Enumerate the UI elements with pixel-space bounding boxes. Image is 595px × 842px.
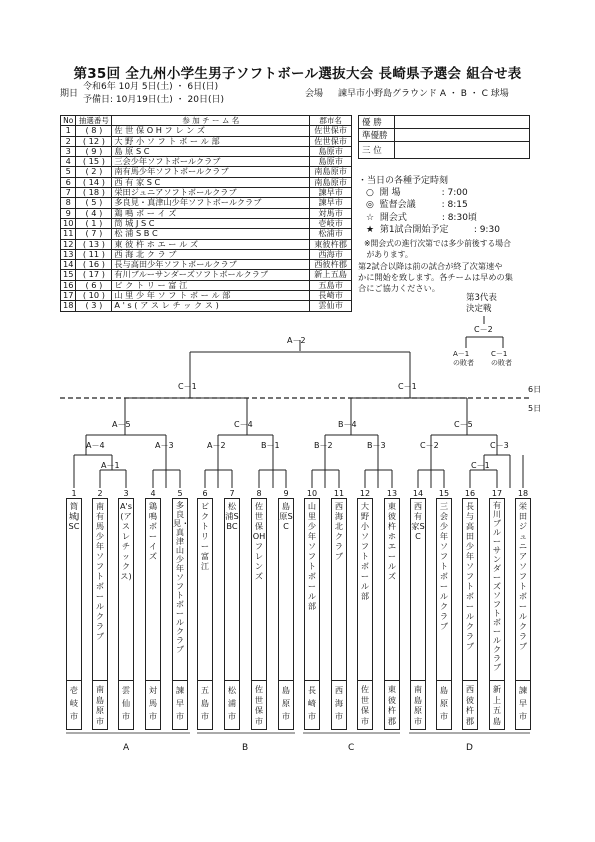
- team-name: 東 彼 杵 ホ エ ー ル ズ: [112, 239, 310, 249]
- slot-team-name: 西海北クラブ: [334, 501, 344, 561]
- schedule-label: 監督会議: [379, 200, 416, 211]
- schedule-note: ※開会式の進行次第では多少前後する場合 があります。: [364, 239, 511, 259]
- team-draw: ( 5 ): [76, 198, 112, 208]
- slot-divider: [462, 680, 478, 681]
- slot-number: 17: [491, 489, 503, 498]
- slot-team-name: 三会少年ソフトボールクラブ: [439, 501, 449, 631]
- slot-number: 16: [464, 489, 476, 498]
- team-no: 11: [61, 229, 76, 239]
- team-draw: ( 15 ): [76, 157, 112, 167]
- header-no: No: [61, 116, 76, 126]
- slot-city: 佐世保市: [360, 684, 370, 726]
- team-no: 6: [61, 177, 76, 187]
- dates-reserve: 予備日: 10月19日(土) ・ 20日(日): [83, 95, 225, 105]
- slot-divider: [278, 680, 294, 681]
- slot-team-name: 東彼杵ホエールズ: [387, 501, 397, 581]
- slot-team-name: 西有家SC: [411, 501, 425, 541]
- team-name: 南有馬少年ソフトボールクラブ: [112, 167, 310, 177]
- schedule-label: 第1試合開始予定: [379, 224, 449, 235]
- slot-city: 長崎市: [307, 685, 317, 721]
- page-title: 第35回 全九州小学生男子ソフトボール選抜大会 長崎県予選会 組合せ表: [73, 66, 522, 82]
- dates-main: 令和6年 10月 5日(土) ・ 6日(日): [83, 82, 219, 92]
- game-round2: A－4: [86, 441, 105, 450]
- slot-number: 4: [150, 489, 156, 498]
- team-name: 山 里 少 年 ソ フ ト ボ ー ル 部: [112, 291, 310, 301]
- game-semi-right: C－1: [398, 382, 417, 391]
- game-quarter: B－4: [338, 420, 357, 429]
- schedule-time: : 7:00: [441, 188, 468, 198]
- slot-city: 壱岐市: [69, 685, 79, 721]
- schedule-mark: ☆: [366, 212, 375, 223]
- team-no: 13: [61, 249, 76, 259]
- slot-divider: [224, 680, 240, 681]
- team-city: 西彼杵郡: [310, 260, 352, 270]
- third-place-subtitle: 決定戦: [466, 304, 492, 314]
- third-place-title: 第3代表: [466, 293, 497, 303]
- slot-team-name: 筒城JSC: [68, 501, 80, 531]
- slot-city: 島原市: [439, 685, 449, 721]
- team-city: 新上五島: [310, 270, 352, 280]
- team-draw: ( 12 ): [76, 136, 112, 146]
- schedule-time: : 9:30: [473, 224, 500, 235]
- schedule-mark: ◎: [366, 200, 374, 211]
- game-round2: B－2: [314, 441, 333, 450]
- team-draw: ( 13 ): [76, 239, 112, 249]
- day-5-label: 5日: [528, 404, 542, 413]
- team-draw: ( 7 ): [76, 229, 112, 239]
- slot-number: 12: [359, 489, 371, 498]
- team-name: ビ ク ト リ ー 富 江: [112, 280, 310, 290]
- slot-divider: [118, 680, 134, 681]
- result-label: 三 位: [359, 142, 395, 159]
- team-no: 2: [61, 136, 76, 146]
- game-final: A－2: [287, 336, 306, 345]
- team-city: 対馬市: [310, 208, 352, 218]
- result-label: 優 勝: [359, 116, 395, 129]
- team-city: 佐世保市: [310, 136, 352, 146]
- team-no: 4: [61, 157, 76, 167]
- header-draw: 抽選番号: [76, 116, 112, 126]
- slot-team-name: 多良見・真津山少年ソフトボールクラブ: [173, 500, 190, 654]
- slot-number: 7: [229, 489, 235, 498]
- team-city: 島原市: [310, 157, 352, 167]
- slot-city: 五島市: [200, 685, 210, 721]
- team-draw: ( 10 ): [76, 291, 112, 301]
- third-place-game: C－2: [474, 325, 493, 334]
- schedule-mark: ★: [366, 224, 375, 235]
- team-city: 南島原市: [310, 167, 352, 177]
- team-name: 大 野 小 ソ フ ト ボ ー ル 部: [112, 136, 310, 146]
- team-no: 3: [61, 146, 76, 156]
- slot-number: 9: [283, 489, 289, 498]
- team-name: 島 原 S C: [112, 146, 310, 156]
- slot-city: 諫早市: [518, 685, 528, 721]
- team-draw: ( 6 ): [76, 280, 112, 290]
- team-city: 五島市: [310, 280, 352, 290]
- team-name: 西 有 家 S C: [112, 177, 310, 187]
- team-city: 諫早市: [310, 188, 352, 198]
- team-city: 壱岐市: [310, 218, 352, 228]
- game-round2: A－3: [155, 441, 174, 450]
- schedule-label: 開 場: [379, 188, 401, 198]
- slot-number: 8: [256, 489, 262, 498]
- team-no: 16: [61, 280, 76, 290]
- game-round1: A－1: [101, 461, 120, 470]
- schedule-time: : 8:30頃: [441, 212, 477, 223]
- slot-team-name: 有川ブルーサンダーズソフトボールクラブ: [492, 500, 502, 672]
- slot-city: 雲仙市: [121, 685, 131, 721]
- schedule-note-2: 第2試合以降は前の試合が終了次第速や かに開始を致します。各チームは早めの集 合にご協力ください。: [358, 261, 513, 293]
- slot-team-name: 栄田ジュニアソフトボールクラブ: [518, 501, 528, 651]
- team-no: 9: [61, 208, 76, 218]
- slot-city: 対馬市: [148, 685, 158, 721]
- slot-team-name: 長与高田少年ソフトボールクラブ: [465, 501, 475, 651]
- venue-label: 会場: [305, 89, 324, 99]
- slot-divider: [197, 680, 213, 681]
- team-draw: ( 14 ): [76, 177, 112, 187]
- team-city: 諫早市: [310, 198, 352, 208]
- slot-number: 10: [306, 489, 318, 498]
- slot-team-name: 島原SC: [279, 501, 293, 531]
- team-draw: ( 8 ): [76, 126, 112, 136]
- slot-team-name: 佐世保OHフレンズ: [252, 501, 266, 581]
- slot-divider: [410, 680, 426, 681]
- team-name: 筒 城 J S C: [112, 218, 310, 228]
- game-semi-left: C－1: [178, 382, 197, 391]
- slot-divider: [66, 680, 82, 681]
- third-place-left: A－1 の敗者: [453, 350, 474, 367]
- team-city: 松浦市: [310, 229, 352, 239]
- team-name: 有川ブルーサンダーズソフトボールクラブ: [112, 270, 310, 280]
- slot-city: 東彼杵郡: [387, 684, 397, 726]
- team-draw: ( 3 ): [76, 301, 112, 311]
- slot-team-name: 鶏鳴ボーイズ: [148, 501, 158, 561]
- game-round2: B－3: [367, 441, 386, 450]
- slot-number: 6: [202, 489, 208, 498]
- slot-team-name: 大野小ソフトボール部: [360, 501, 370, 601]
- group-label-b: B: [242, 743, 249, 753]
- group-label-d: D: [466, 743, 473, 753]
- venue-value: 諫早市小野島グラウンド A ・ B ・ C 球場: [338, 89, 509, 99]
- slot-divider: [92, 680, 108, 681]
- team-name: 鶏 鳴 ボ ー イ ズ: [112, 208, 310, 218]
- team-draw: ( 1 ): [76, 218, 112, 228]
- team-name: 多良見・真津山少年ソフトボールクラブ: [112, 198, 310, 208]
- team-city: 西海市: [310, 249, 352, 259]
- team-city: 雲仙市: [310, 301, 352, 311]
- slot-divider: [384, 680, 400, 681]
- group-label-c: C: [348, 743, 355, 753]
- team-name: 佐 世 保 O H フ レ ン ズ: [112, 126, 310, 136]
- slot-number: 14: [412, 489, 424, 498]
- team-no: 15: [61, 270, 76, 280]
- team-city: 佐世保市: [310, 126, 352, 136]
- game-round2: B－1: [261, 441, 280, 450]
- slot-divider: [304, 680, 320, 681]
- third-place-right: C－1 の敗者: [491, 350, 512, 367]
- slot-city: 諫早市: [175, 685, 185, 721]
- slot-team-name: ビクトリー富江: [200, 501, 210, 571]
- team-city: 東彼杵郡: [310, 239, 352, 249]
- slot-team-name: 山里少年ソフトボール部: [307, 501, 317, 611]
- slot-team-name: 南有馬少年ソフトボールクラブ: [95, 501, 105, 641]
- team-no: 1: [61, 126, 76, 136]
- team-name: 三会少年ソフトボールクラブ: [112, 157, 310, 167]
- team-name: 栄田ジュニアソフトボールクラブ: [112, 188, 310, 198]
- team-draw: ( 11 ): [76, 249, 112, 259]
- slot-divider: [145, 680, 161, 681]
- game-round2: C－3: [490, 441, 509, 450]
- team-city: 島原市: [310, 146, 352, 156]
- team-name: 西 海 北 ク ラ ブ: [112, 249, 310, 259]
- slot-city: 西海市: [334, 685, 344, 721]
- schedule-heading: ・当日の各種予定時刻: [358, 176, 449, 186]
- slot-divider: [436, 680, 452, 681]
- header-team: 参 加 チ ー ム 名: [112, 116, 310, 126]
- team-no: 18: [61, 301, 76, 311]
- game-round2: A－2: [207, 441, 226, 450]
- slot-city: 西彼杵郡: [465, 684, 475, 726]
- result-label: 準優勝: [359, 129, 395, 142]
- game-round1: C－1: [471, 461, 490, 470]
- team-city: 長崎市: [310, 291, 352, 301]
- slot-divider: [357, 680, 373, 681]
- slot-city: 島原市: [281, 685, 291, 721]
- game-quarter: C－5: [454, 420, 473, 429]
- game-quarter: C－4: [234, 420, 253, 429]
- slot-divider: [489, 680, 505, 681]
- team-draw: ( 16 ): [76, 260, 112, 270]
- team-draw: ( 2 ): [76, 167, 112, 177]
- slot-divider: [331, 680, 347, 681]
- slot-city: 南島原市: [413, 684, 423, 726]
- game-round2: C－2: [420, 441, 439, 450]
- slot-number: 15: [438, 489, 450, 498]
- team-draw: ( 17 ): [76, 270, 112, 280]
- team-name: A ' s ( ア ス レ チ ッ ク ス ): [112, 301, 310, 311]
- schedule-mark: ○: [366, 188, 374, 198]
- slot-city: 新上五島: [492, 684, 502, 726]
- slot-number: 5: [177, 489, 183, 498]
- slot-number: 3: [123, 489, 129, 498]
- slot-team-name: 松浦SBC: [225, 501, 239, 531]
- schedule-time: : 8:15: [441, 200, 468, 211]
- slot-city: 南島原市: [95, 684, 105, 726]
- team-draw: ( 9 ): [76, 146, 112, 156]
- slot-team-name: A's(アスレチックス): [119, 501, 133, 581]
- team-no: 12: [61, 239, 76, 249]
- team-draw: ( 18 ): [76, 188, 112, 198]
- team-city: 南島原市: [310, 177, 352, 187]
- team-no: 14: [61, 260, 76, 270]
- dates-label: 期日: [60, 89, 79, 99]
- team-no: 5: [61, 167, 76, 177]
- team-name: 長与高田少年ソフトボールクラブ: [112, 260, 310, 270]
- schedule-label: 開会式: [379, 212, 407, 223]
- slot-number: 1: [71, 489, 77, 498]
- slot-city: 佐世保市: [254, 684, 264, 726]
- team-no: 7: [61, 188, 76, 198]
- slot-number: 11: [333, 489, 345, 498]
- team-draw: ( 4 ): [76, 208, 112, 218]
- slot-divider: [251, 680, 267, 681]
- team-no: 17: [61, 291, 76, 301]
- slot-number: 13: [386, 489, 398, 498]
- group-label-a: A: [123, 743, 130, 753]
- team-no: 10: [61, 218, 76, 228]
- day-6-label: 6日: [528, 385, 542, 394]
- slot-city: 松浦市: [227, 685, 237, 721]
- team-name: 松 浦 S B C: [112, 229, 310, 239]
- slot-number: 18: [517, 489, 529, 498]
- slot-number: 2: [97, 489, 103, 498]
- header-city: 郡市名: [310, 116, 352, 126]
- game-quarter: A－5: [112, 420, 131, 429]
- slot-divider: [172, 680, 188, 681]
- team-no: 8: [61, 198, 76, 208]
- slot-divider: [515, 680, 531, 681]
